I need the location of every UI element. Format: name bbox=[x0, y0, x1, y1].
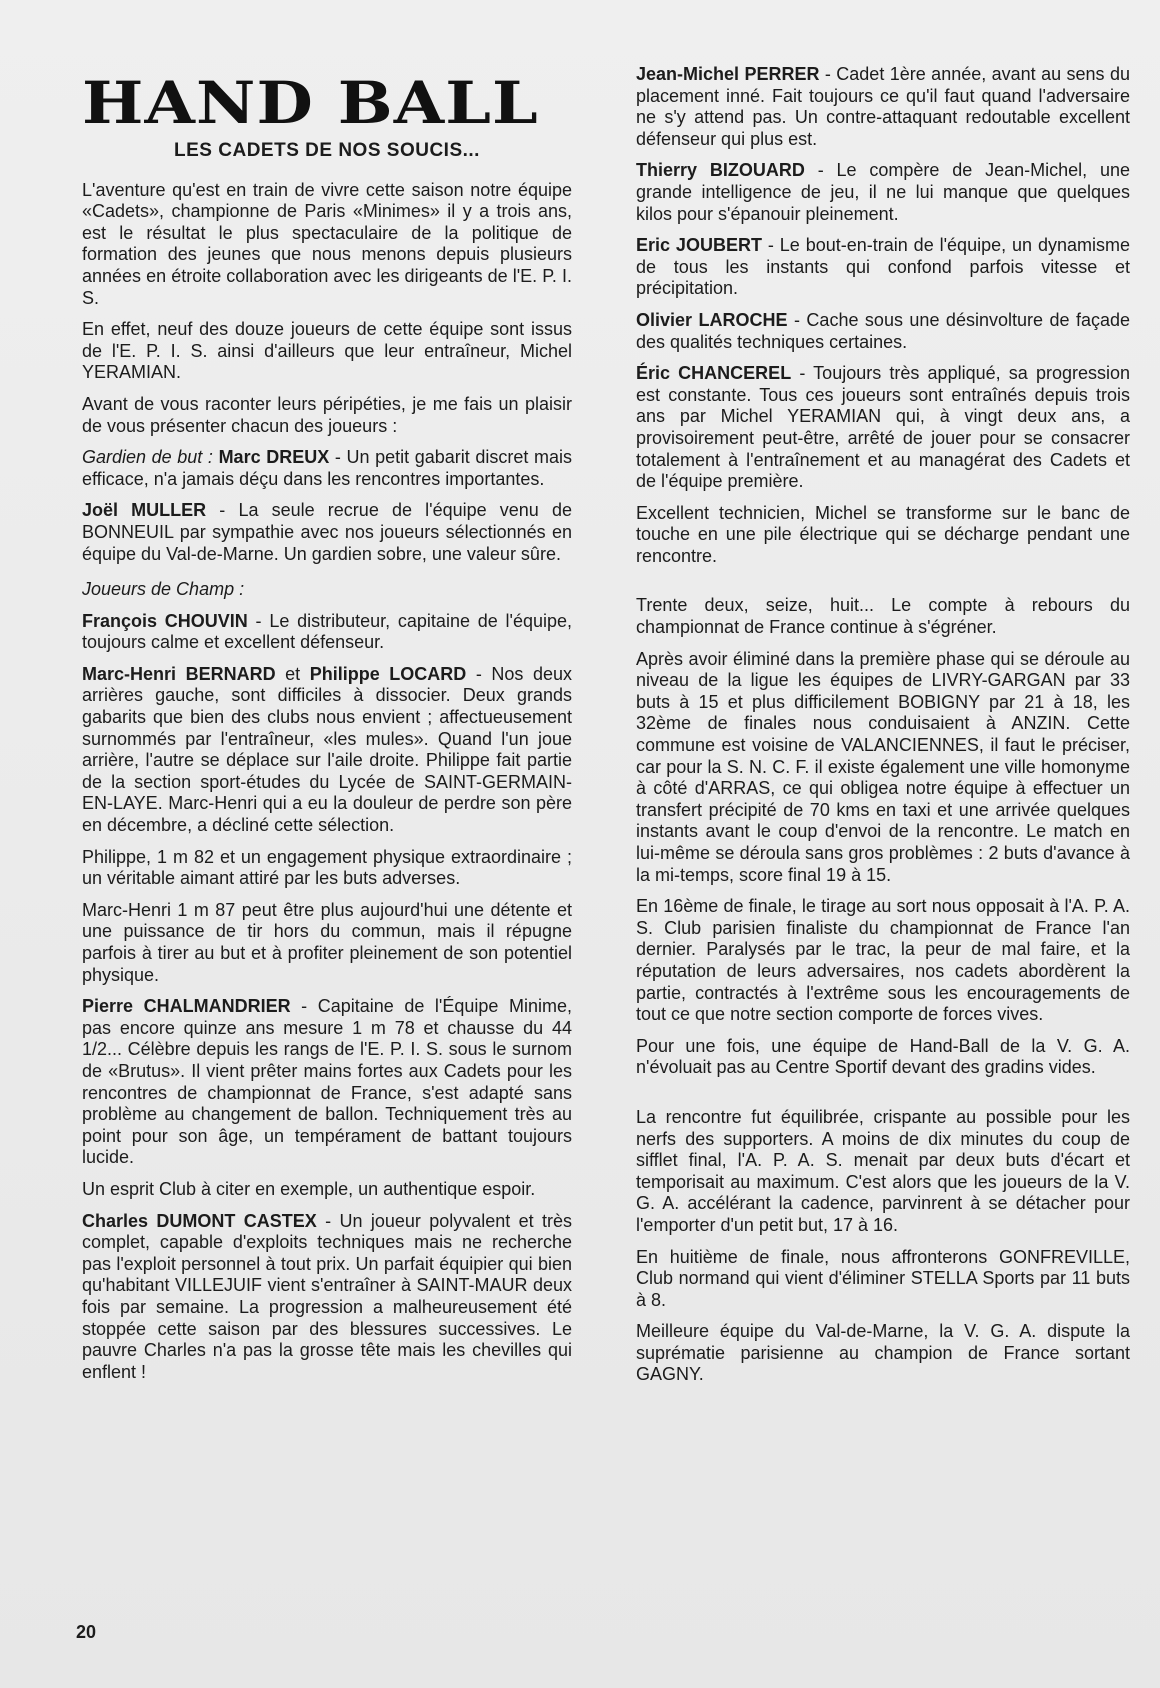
paragraph-best-team: Meilleure équipe du Val-de-Marne, la V. G. A. dispute la suprématie parisienne au champion de France sortant GAGNY. bbox=[636, 1321, 1130, 1385]
player-entry bbox=[636, 160, 1130, 225]
player-name: Eric JOUBERT bbox=[636, 235, 762, 256]
section-gap bbox=[636, 1089, 1130, 1107]
field-players-label: Joueurs de Champ : bbox=[82, 579, 245, 600]
player-description: - Cadet 1ère année, avant au sens du placement inné. Fait toujours ce qu'il faut quand l'adversaire ne s'y attend pas. Un contre-attaquant redoutable excellent défenseur qui plus est. bbox=[636, 64, 1130, 149]
player-description: - La seule recrue de l'équipe venu de BONNEUIL par sympathie avec nos joueurs sélectionnés en équipe du Val-de-Marne. Un gardien sobre, une valeur sûre. bbox=[82, 500, 572, 564]
player-entry bbox=[82, 447, 572, 490]
player-name: Éric CHANCEREL bbox=[636, 363, 792, 384]
page-title: HAND BALL bbox=[82, 69, 539, 137]
player-entry bbox=[636, 310, 1130, 353]
player-description: - Nos deux arrières gauche, sont difficiles à dissocier. Deux grands gabarits que bien des clubs nous envient ; affectueusement surnommés par l'entraîneur, «les mules». Quand l'un joue arrière, l'autre se déplace sur l'aile droite. Philippe fait partie de la section sport-études du Lycée de SAINT-GERMAIN-EN-LAYE. Marc-Henri qui a eu la douleur de perdre son père en décembre, a décliné cette sélection. bbox=[82, 663, 573, 836]
player-entry bbox=[636, 235, 1130, 300]
player-description: - Un petit gabarit discret mais efficace, n'a jamais déçu dans les rencontres importantes. bbox=[82, 447, 572, 489]
page-number: 20 bbox=[76, 1622, 97, 1642]
intro-paragraph: L'aventure qu'est en train de vivre cette saison notre équipe «Cadets», championne de Paris «Minimes» il y a trois ans, est le résultat le plus spectaculaire de la politique de formation des jeunes que nous menons depuis plusieurs années en étroite collaboration avec les dirigeants de l'E. P. I. S. bbox=[82, 179, 572, 308]
player-entry bbox=[636, 64, 1130, 150]
conjunction: et bbox=[275, 663, 310, 684]
player-name: Joël MULLER bbox=[82, 500, 207, 521]
paragraph-home-crowd: Pour une fois, une équipe de Hand-Ball de la V. G. A. n'évoluait pas au Centre Sportif devant des gradins vides. bbox=[636, 1035, 1130, 1078]
player-name: Philippe LOCARD bbox=[309, 663, 467, 684]
player-description: - Cache sous une désinvolture de façade des qualités techniques certaines. bbox=[636, 309, 1130, 352]
player-name: Pierre CHALMANDRIER bbox=[82, 996, 291, 1017]
player-description: - Toujours très appliqué, sa progression est constante. Tous ces joueurs sont entraînés depuis trois ans par Michel YERAMIAN qui, à vingt deux ans, a provisoirement peut-être, arrêté de jouer pour se consacrer totalement à l'entraînement et au managérat des Cadets et de l'équipe première. bbox=[636, 363, 1130, 492]
player-description: - Le compère de Jean-Michel, une grande intelligence de jeu, il ne lui manque que quelques kilos pour s'épanouir pleinement. bbox=[636, 160, 1131, 224]
player-description: - Capitaine de l'Équipe Minime, pas encore quinze ans mesure 1 m 78 et chausse du 44 1/2... Célèbre depuis les rangs de l'E. P. I. S. sous le surnom de «Brutus». Il vient prêter mains fortes aux Cadets pour les rencontres de championnat de France, s'est adapté sans problème au changement de ballon. Techniquement très au point pour son âge, un tempérament de battant toujours lucide. bbox=[82, 996, 572, 1168]
player-entry bbox=[82, 500, 572, 565]
section-gap bbox=[636, 577, 1130, 595]
paragraph-epis: En effet, neuf des douze joueurs de cette équipe sont issus de l'E. P. I. S. ainsi d'ailleurs que leur entraîneur, Michel YERAMIAN. bbox=[82, 319, 572, 383]
goalkeeper-label: Gardien de but : bbox=[82, 447, 213, 468]
paragraph-esprit-club: Un esprit Club à citer en exemple, un authentique espoir. bbox=[82, 1178, 536, 1199]
player-entry bbox=[82, 611, 572, 654]
player-description: - Le bout-en-train de l'équipe, un dynamisme de tous les instants qui confond parfois vitesse et précipitation. bbox=[636, 235, 1130, 299]
player-name: Thierry BIZOUARD bbox=[636, 160, 805, 181]
paragraph-round-of-8: En huitième de finale, nous affronterons GONFREVILLE, Club normand qui vient d'éliminer STELLA Sports par 11 buts à 8. bbox=[636, 1246, 1130, 1310]
player-description: - Un joueur polyvalent et très complet, capable d'exploits techniques mais ne recherche pas l'exploit personnel à tout prix. Un parfait équipier qui bien qu'habitant VILLEJUIF vient s'entraîner à SAINT-MAUR deux fois par semaine. La progression a malheureusement été stoppée cette saison par des blessures successives. Le pauvre Charles n'a pas la grosse tête mais les chevilles qui enflent ! bbox=[82, 1210, 572, 1382]
player-description: - Le distributeur, capitaine de l'équipe, toujours calme et excellent défenseur. bbox=[82, 610, 572, 653]
player-name: Charles DUMONT CASTEX bbox=[82, 1210, 317, 1231]
paragraph-round-of-16: En 16ème de finale, le tirage au sort nous opposait à l'A. P. A. S. Club parisien finaliste du championnat de France l'an dernier. Paralysés par le trac, la peur de mal faire, et la réputation de leurs adversaires, nos cadets abordèrent la partie, contractés à l'extrême sous les encouragements de tout ce que notre section comporte de forces vives. bbox=[636, 896, 1130, 1025]
right-column bbox=[636, 64, 1130, 1396]
player-name: Marc-Henri BERNARD bbox=[82, 663, 276, 684]
paragraph-philippe: Philippe, 1 m 82 et un engagement physique extraordinaire ; un véritable aimant attiré par les buts adverses. bbox=[82, 846, 572, 889]
player-name: Jean-Michel PERRER bbox=[636, 64, 820, 84]
player-entry bbox=[82, 996, 572, 1169]
paragraph-countdown: Trente deux, seize, huit... Le compte à rebours du championnat de France continue à s'égréner. bbox=[636, 595, 1130, 638]
paragraph-marc-henri: Marc-Henri 1 m 87 peut être plus aujourd'hui une détente et une puissance de tir hors du commun, mais il répugne parfois à tirer au but et à profiter pleinement de son potentiel physique. bbox=[82, 899, 572, 985]
player-entry bbox=[82, 1211, 572, 1384]
paragraph-match-report: La rencontre fut équilibrée, crispante au possible pour les nerfs des supporters. A moins de dix minutes du coup de sifflet final, l'A. P. A. S. menait par deux buts d'écart et temporisait au maximum. C'est alors que les joueurs de la V. G. A. accélérant la cadence, parvinrent à se détacher pour l'emporter d'un petit but, 17 à 16. bbox=[636, 1106, 1130, 1235]
player-entry bbox=[636, 363, 1130, 493]
article-subtitle: LES CADETS DE NOS SOUCIS... bbox=[174, 140, 480, 161]
player-name: Marc DREUX bbox=[218, 447, 330, 468]
left-column bbox=[82, 64, 572, 1393]
paragraph-first-phase: Après avoir éliminé dans la première phase qui se déroule au niveau de la ligue les équipes de LIVRY-GARGAN par 33 buts à 15 et plus difficilement BOBIGNY par 21 à 18, les 32ème de finales nous conduisaient à ANZIN. Cette commune est voisine de VALANCIENNES, il faut le préciser, car pour la S. N. C. F. il existe également une ville homonyme à côté d'ARRAS, ce qui obligea notre équipe à effectuer un transfert précipité de 70 kms en taxi et une arrivée quelques instants avant le coup d'envoi de la rencontre. Le match en lui-même se déroula sans gros problèmes : 2 buts d'avance à la mi-temps, score final 19 à 15. bbox=[636, 648, 1130, 885]
paragraph-coach: Excellent technicien, Michel se transforme sur le banc de touche en une pile électrique qui se décharge pendant une rencontre. bbox=[636, 502, 1130, 566]
player-name: François CHOUVIN bbox=[82, 610, 248, 631]
player-name: Olivier LAROCHE bbox=[636, 309, 788, 330]
player-entry bbox=[82, 664, 572, 837]
paragraph-presentation: Avant de vous raconter leurs péripéties, je me fais un plaisir de vous présenter chacun des joueurs : bbox=[82, 393, 572, 436]
